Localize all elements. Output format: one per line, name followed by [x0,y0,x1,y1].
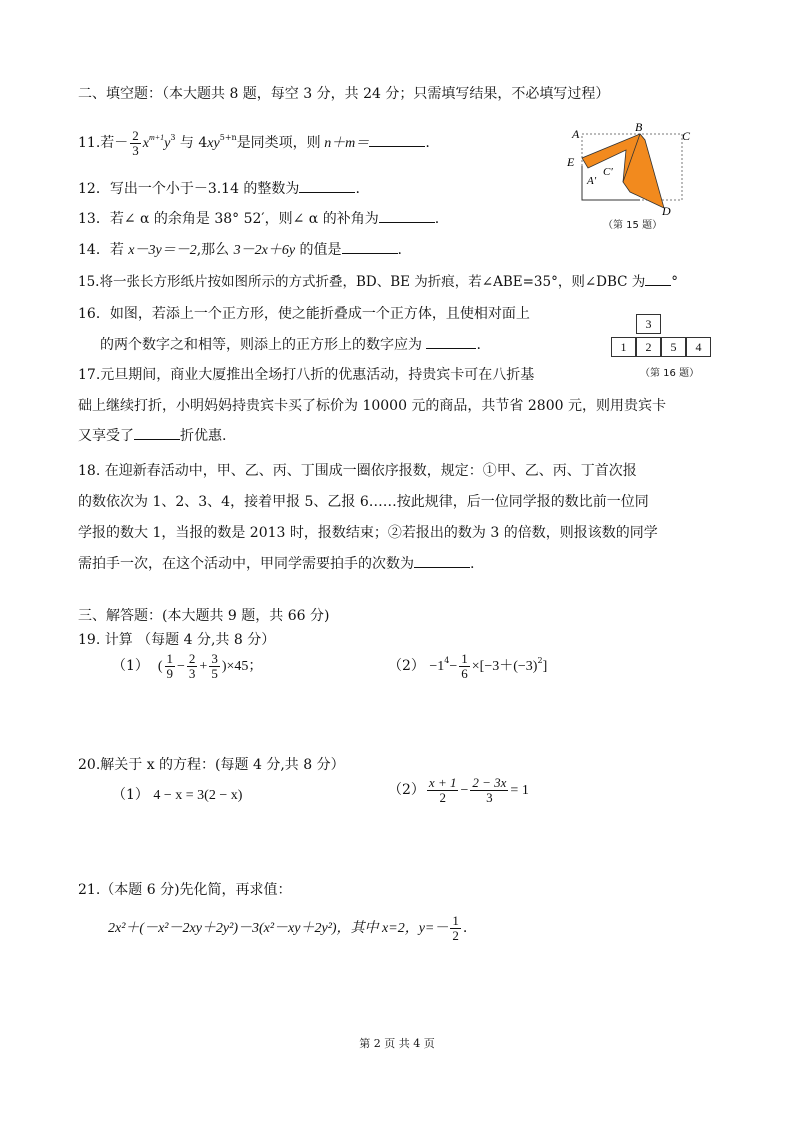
section-2-title: 二、填空题：（本大题共 8 题，每空 3 分，共 24 分；只需填写结果，不必填写过程） [78,86,610,102]
question-13: 13．若∠ α 的余角是 38° 52′，则∠ α 的补角为 . [78,208,439,228]
net-cell: 2 [636,337,661,357]
question-14: 14．若 x－3y＝－2,那么 3－2x＋6y 的值是 . [78,239,402,259]
label-A-prime: A′ [587,175,597,187]
net-cell: 3 [636,314,661,334]
question-18-line-3: 学报的数大 1，当报的数是 2013 时，报数结束；②若报出的数为 3 的倍数，则报该数的同学 [78,525,658,541]
fraction: $\frac{2}{3}$ [132,128,139,158]
answer-blank[interactable] [299,178,355,193]
question-11: 11.若－ $\frac{2}{3}$ $x^{m+1}y^3$ 与 $4xy^{5+n}$是同类项，则 n＋m＝ . [78,128,430,158]
question-20-part-2: （2） $\frac{x + 1}{2}$ − $\frac{2 - 3x}{3}$ = 1 [388,775,529,805]
answer-blank[interactable] [426,334,476,349]
label-C: C [682,129,691,143]
answer-blank[interactable] [134,425,180,440]
page-footer: 第 2 页 共 4 页 [359,1037,435,1050]
question-16-line-1: 16．如图，若添上一个正方形，使之能折叠成一个正方体，且使相对面上 [78,306,530,322]
answer-blank[interactable] [369,132,425,147]
label-A: A [572,127,580,141]
figure-15-caption: （第 15 题） [603,220,663,231]
answer-blank[interactable] [342,239,398,254]
net-cell: 4 [686,337,711,357]
question-16-line-2: 的两个数字之和相等，则添上的正方形上的数字应为 . [100,334,481,354]
question-19-title: 19. 计算 （每题 4 分,共 8 分） [78,632,276,648]
label-C-prime: C′ [603,166,613,178]
net-cell: 5 [661,337,686,357]
label-E: E [567,155,575,169]
figure-16-cube-net [610,314,714,358]
question-15: 15.将一张长方形纸片按如图所示的方式折叠，BD、BE 为折痕，若∠ABE=35°，则∠DBC 为 ° [78,270,678,290]
question-21-expression: 2x²＋(－x²－2xy＋2y²)－3(x²－xy＋2y²)，其中 x=2，y=－ $\frac{1}{2}$ . [108,913,468,943]
question-20-part-1: （1） 4 − x = 3(2 − x) [112,787,243,803]
label-D: D [662,204,671,218]
question-12: 12．写出一个小于－3.14 的整数为 . [78,178,360,198]
question-17-line-2: 础上继续打折，小明妈妈持贵宾卡买了标价为 10000 元的商品，共节省 2800 元，则用贵宾卡 [78,398,666,414]
section-3-title: 三、解答题：(本大题共 9 题，共 66 分) [78,608,330,624]
answer-blank[interactable] [645,271,671,286]
figure-16-caption: （第 16 题） [640,368,700,379]
answer-blank[interactable] [414,553,470,568]
question-19-part-2: $(2) -1^4-$ $\frac{1}{6}$ $\times[-3+(-3)^2]$ [388,651,548,681]
question-19-part-1: （1） ( $\frac{1}{9}$ − $\frac{2}{3}$ + $\frac{3}{5}$ )×45； [112,651,263,681]
question-18-line-1: 18. 在迎新春活动中，甲、乙、丙、丁围成一圈依序报数，规定：①甲、乙、丙、丁首次报 [78,463,637,479]
question-17-line-1: 17.元旦期间，商业大厦推出全场打八折的优惠活动，持贵宾卡可在八折基 [78,367,535,383]
question-17-line-3: 又享受了 折优惠. [78,425,226,445]
net-cell: 1 [611,337,636,357]
question-18-line-2: 的数依次为 1、2、3、4，接着甲报 5、乙报 6……按此规律，后一位同学报的数比前一位同 [78,494,649,510]
label-B: B [635,120,643,134]
question-18-line-4: 需拍手一次，在这个活动中，甲同学需要拍手的次数为 . [78,553,474,573]
question-20-title: 20.解关于 x 的方程：(每题 4 分,共 8 分） [78,757,345,773]
question-21-title: 21.（本题 6 分)先化简，再求值： [78,882,292,898]
answer-blank[interactable] [379,208,435,223]
